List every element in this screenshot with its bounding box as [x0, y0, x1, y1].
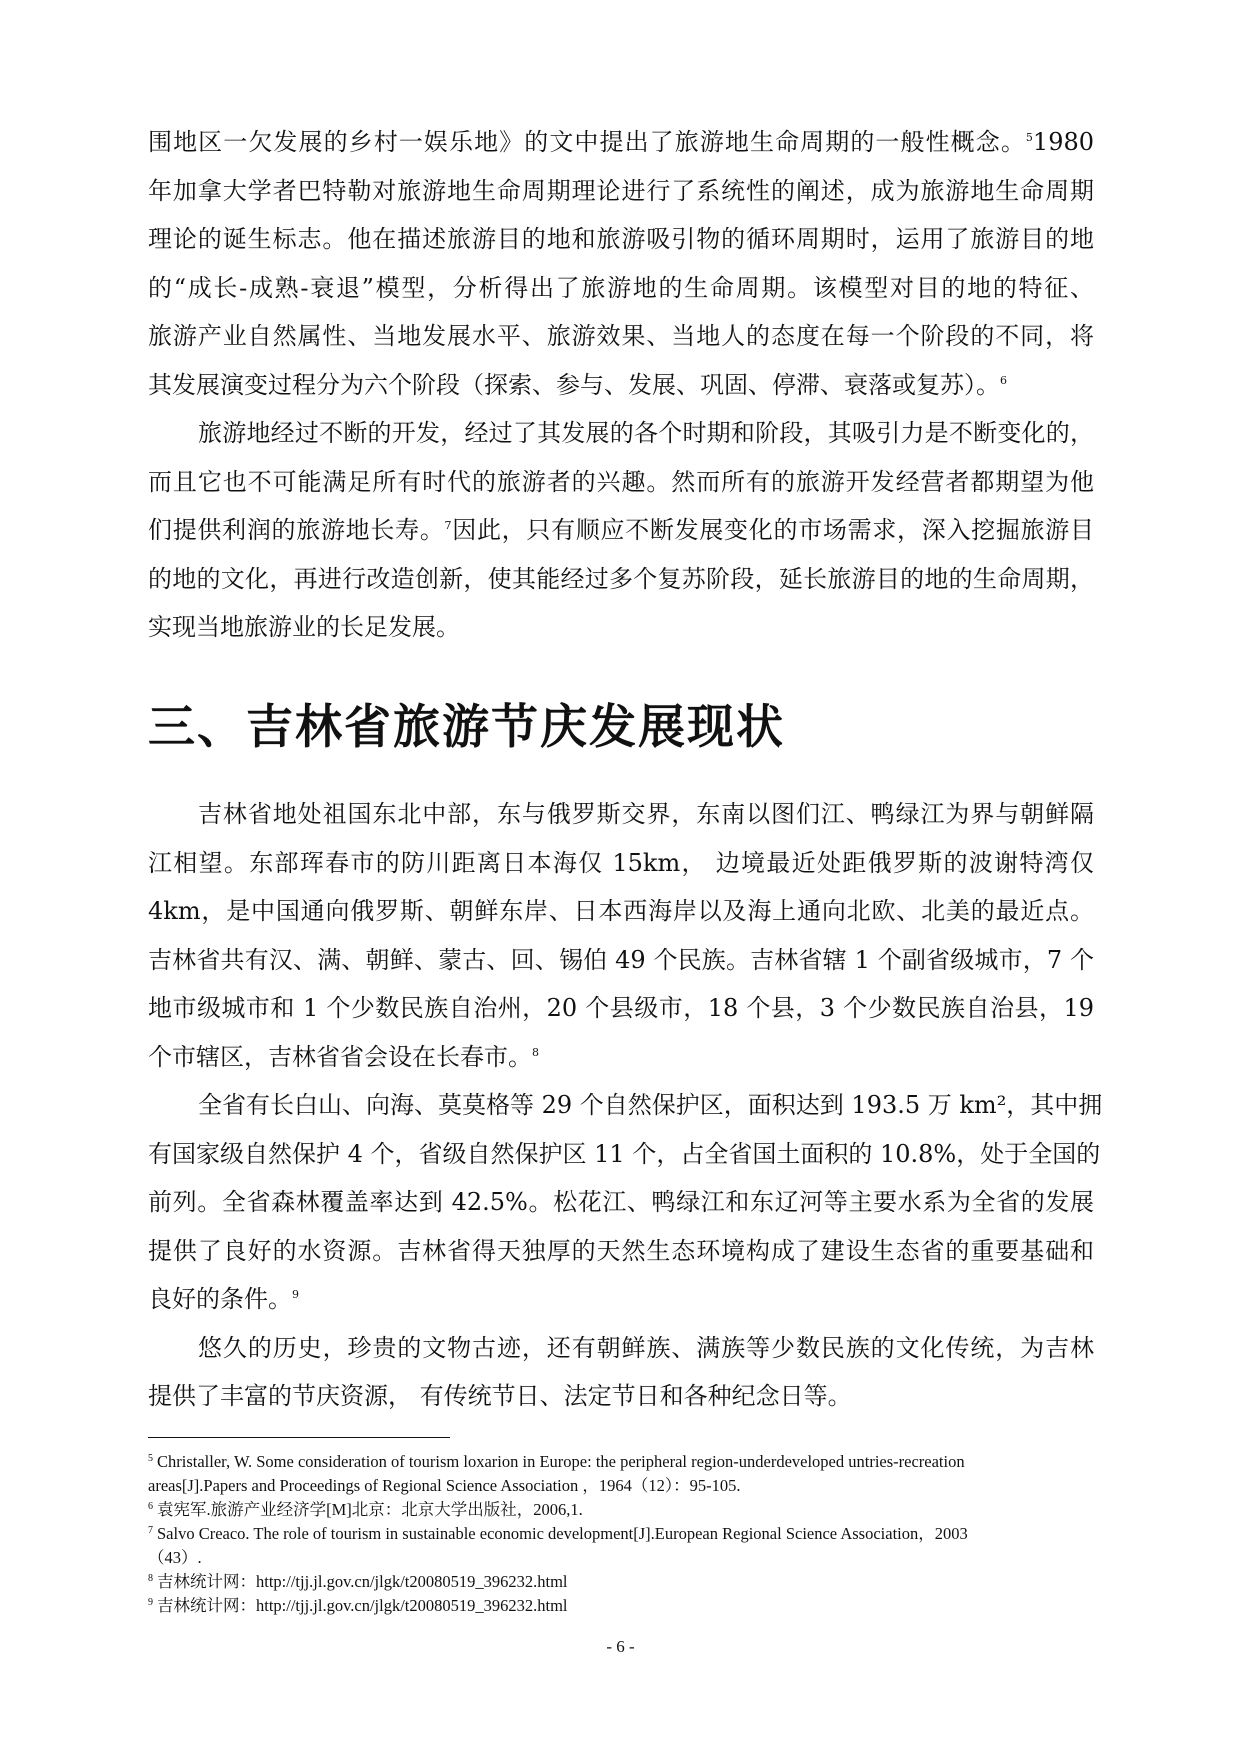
footnote-separator	[148, 1437, 450, 1438]
body-line: 们提供利润的旅游地长寿。$^7$因此，只有顺应不断发展变化的市场需求，深入挖掘旅游目	[148, 516, 1095, 544]
footnote-mark: 6	[148, 1500, 153, 1512]
section-heading: 三、吉林省旅游节庆发展现状	[148, 700, 785, 755]
footnote-7-cont: （43）.	[148, 1548, 202, 1567]
body-line: 提供了丰富的节庆资源， 有传统节日、法定节日和各种纪念日等。	[148, 1382, 852, 1410]
body-line: 有国家级自然保护 4 个，省级自然保护区 11 个，占全省国土面积的 10.8%，处于全国的	[148, 1139, 1101, 1168]
page-number: - 6 -	[606, 1637, 635, 1656]
footnote-mark: 9	[148, 1596, 153, 1608]
body-line: 年加拿大学者巴特勒对旅游地生命周期理论进行了系统性的阐述，成为旅游地生命周期	[148, 176, 1094, 205]
body-line: 江相望。东部珲春市的防川距离日本海仅 15km， 边境最近处距俄罗斯的波谢特湾仅	[148, 848, 1094, 877]
body-line: 吉林省共有汉、满、朝鲜、蒙古、回、锡伯 49 个民族。吉林省辖 1 个副省级城市，7 个	[148, 945, 1094, 974]
footnote-5-cont: areas[J].Papers and Proceedings of Regional Science Association ，1964（12）：95-105.	[148, 1476, 741, 1495]
footnote-ref[interactable]: 5	[1025, 131, 1033, 144]
body-line: 实现当地旅游业的长足发展。	[148, 613, 460, 641]
body-line: 围地区一欠发展的乡村一娱乐地》的文中提出了旅游地生命周期的一般性概念。$^5$1980	[148, 128, 1094, 156]
footnote-link[interactable]: 吉林统计网：http://tjj.jl.gov.cn/jlgk/t20080519_396232.html	[157, 1596, 568, 1615]
body-line: 旅游产业自然属性、当地发展水平、旅游效果、当地人的态度在每一个阶段的不同，将	[148, 322, 1094, 350]
footnote-link[interactable]: 吉林统计网：http://tjj.jl.gov.cn/jlgk/t20080519_396232.html	[157, 1572, 568, 1591]
body-line: 个市辖区，吉林省省会设在长春市。$^8$	[148, 1042, 539, 1071]
footnote-mark: 7	[148, 1524, 153, 1536]
section2-body	[148, 790, 1103, 1421]
footnote-7: $^7$ Salvo Creaco. The role of tourism in sustainable economic development[J].European Regional Science Association，2003	[148, 1524, 968, 1543]
body-line: 前列。全省森林覆盖率达到 42.5%。松花江、鸭绿江和东辽河等主要水系为全省的发展	[148, 1188, 1094, 1216]
footnote-ref[interactable]: 8	[532, 1045, 539, 1059]
footnote-6: $^6$ 袁宪军.旅游产业经济学[M]北京：北京大学出版社，2006,1.	[148, 1500, 583, 1519]
footnote-9	[148, 1594, 1094, 1618]
footnote-5: $^5$ Christaller, W. Some consideration of tourism loxarion in Europe: the peripheral region-underdeveloped untries-recreation	[148, 1452, 965, 1471]
body-line: 4km，是中国通向俄罗斯、朝鲜东岸、日本西海岸以及海上通向北欧、北美的最近点。	[148, 897, 1094, 925]
footnote-mark: 8	[148, 1572, 153, 1584]
footnote-ref[interactable]: 9	[292, 1288, 299, 1301]
body-line: 全省有长白山、向海、莫莫格等 29 个自然保护区，面积达到 193.5 万 km²，其中拥	[198, 1091, 1103, 1119]
footnote-mark: 5	[148, 1452, 153, 1464]
body-line: 提供了良好的水资源。吉林省得天独厚的天然生态环境构成了建设生态省的重要基础和	[148, 1236, 1094, 1265]
body-line: 悠久的历史，珍贵的文物古迹，还有朝鲜族、满族等少数民族的文化传统，为吉林	[198, 1333, 1094, 1362]
section1-body	[148, 118, 1094, 652]
body-line: 理论的诞生标志。他在描述旅游目的地和旅游吸引物的循环周期时，运用了旅游目的地	[148, 225, 1094, 253]
body-line: 的“成长-成熟-衰退”模型，分析得出了旅游地的生命周期。该模型对目的地的特征、	[148, 273, 1094, 302]
footnotes	[148, 1437, 1094, 1618]
footnote-8	[148, 1570, 1094, 1594]
footnote-ref[interactable]: 6	[1000, 373, 1007, 387]
body-line: 其发展演变过程分为六个阶段（探索、参与、发展、巩固、停滞、衰落或复苏）。$^6$	[148, 370, 1007, 399]
body-line: 地市级城市和 1 个少数民族自治州，20 个县级市，18 个县，3 个少数民族自治县，19	[148, 994, 1094, 1022]
body-line: 吉林省地处祖国东北中部，东与俄罗斯交界，东南以图们江、鸭绿江为界与朝鲜隔	[198, 800, 1094, 828]
body-line: 而且它也不可能满足所有时代的旅游者的兴趣。然而所有的旅游开发经营者都期望为他	[148, 467, 1094, 496]
footnote-ref[interactable]: 7	[444, 519, 452, 532]
body-line: 旅游地经过不断的开发，经过了其发展的各个时期和阶段，其吸引力是不断变化的，	[198, 419, 1094, 447]
body-line: 的地的文化，再进行改造创新，使其能经过多个复苏阶段，延长旅游目的地的生命周期，	[148, 564, 1094, 593]
body-line: 良好的条件。$^9$	[148, 1285, 299, 1313]
